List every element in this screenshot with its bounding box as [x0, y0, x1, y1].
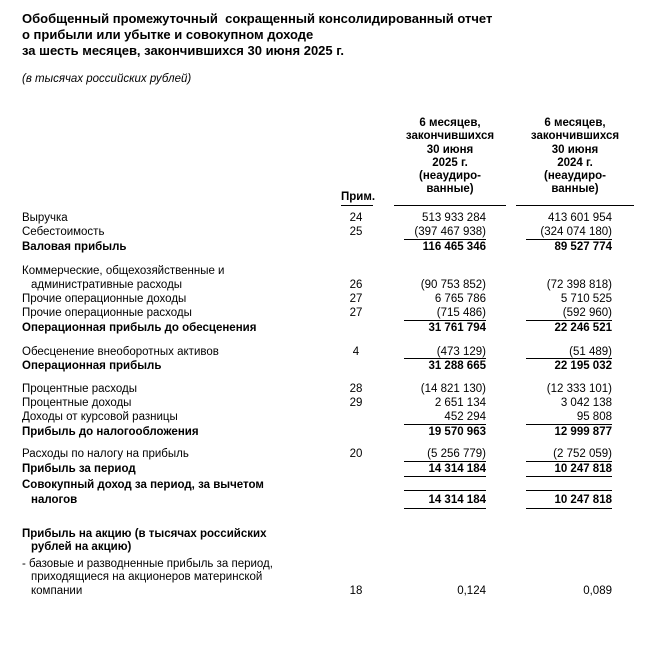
- row-value-2025: 452 294: [444, 411, 486, 423]
- row-value-2024: 95 808: [576, 411, 612, 423]
- rule-impair-2025: [404, 358, 486, 359]
- column-header-2024-line: 30 июня: [551, 143, 599, 156]
- row-label: Доходы от курсовой разницы: [22, 411, 178, 423]
- row-label: Операционная прибыль: [22, 360, 162, 372]
- header-underline-2024: [516, 205, 634, 206]
- rule-cost-2025: [404, 239, 486, 240]
- row-value-2024: 12 999 877: [554, 426, 612, 438]
- row-value-2024: 0,089: [583, 585, 612, 597]
- rule-compinc-top-2024: [526, 490, 612, 491]
- row-note: 18: [349, 585, 363, 597]
- row-value-2025: (90 753 852): [420, 279, 486, 291]
- rule-profit-2024: [526, 476, 612, 477]
- row-label: Процентные доходы: [22, 397, 132, 409]
- row-value-2025: 116 465 346: [422, 241, 486, 253]
- table-row-total: [0, 463, 655, 475]
- row-label: Совокупный доход за период, за вычетом: [22, 479, 264, 491]
- table-row-total: [0, 360, 655, 372]
- row-value-2025: (715 486): [436, 307, 486, 319]
- row-label: Прочие операционные расходы: [22, 307, 192, 319]
- row-note: 20: [349, 448, 363, 460]
- note-column-header: Прим.: [341, 191, 376, 203]
- rule-cost-2024: [526, 239, 612, 240]
- row-label: Прибыль на акцию (в тысячах российских: [22, 528, 267, 540]
- row-label: административные расходы: [31, 279, 183, 291]
- column-header-2024: [516, 117, 634, 197]
- table-row: [0, 293, 655, 305]
- table-row: [0, 411, 655, 423]
- row-value-2024: (2 752 059): [553, 448, 612, 460]
- row-value-2025: 2 651 134: [434, 397, 486, 409]
- row-label: компании: [31, 585, 83, 597]
- column-header-2024-line: (неаудиро-: [544, 170, 606, 183]
- row-label: Коммерческие, общехозяйственные и: [22, 265, 225, 277]
- row-label: приходящиеся на акционеров материнской: [31, 571, 263, 583]
- row-value-2025: 31 288 665: [428, 360, 486, 372]
- row-value-2025: 0,124: [457, 585, 486, 597]
- row-value-2025: 14 314 184: [428, 463, 486, 475]
- table-row: [0, 307, 655, 319]
- row-value-2024: 5 710 525: [560, 293, 612, 305]
- table-row: [0, 448, 655, 460]
- row-note: 27: [349, 307, 363, 319]
- row-value-2024: (12 333 101): [546, 383, 612, 395]
- report-title-line-3: за шесть месяцев, закончившихся 30 июня 2025 г.: [22, 43, 344, 58]
- report-title-line-1: Обобщенный промежуточный сокращенный консолидированный отчет: [22, 11, 493, 26]
- rule-compinc-bottom-2025: [404, 508, 486, 509]
- column-header-2025-line: ванные): [426, 183, 474, 196]
- row-value-2024: (72 398 818): [546, 279, 612, 291]
- rule-fx-2024: [526, 424, 612, 425]
- column-header-2024-line: закончившихся: [530, 130, 620, 143]
- row-value-2025: 31 761 794: [428, 322, 486, 334]
- column-header-2024-line: ванные): [551, 183, 599, 196]
- units-note: (в тысячах российских рублей): [22, 73, 192, 85]
- rule-tax-2025: [404, 461, 486, 462]
- row-value-2025: (397 467 938): [414, 226, 486, 238]
- row-label: Процентные расходы: [22, 383, 138, 395]
- column-header-2025-line: (неаудиро-: [419, 170, 481, 183]
- table-row: [0, 571, 655, 583]
- rule-compinc-top-2025: [404, 490, 486, 491]
- rule-impair-2024: [526, 358, 612, 359]
- table-row: [0, 541, 655, 553]
- rule-fx-2025: [404, 424, 486, 425]
- row-value-2024: (592 960): [562, 307, 612, 319]
- table-row-total: [0, 494, 655, 506]
- row-label: Прочие операционные доходы: [22, 293, 187, 305]
- row-label: Расходы по налогу на прибыль: [22, 448, 189, 460]
- column-header-2025-line: закончившихся: [405, 130, 495, 143]
- row-note: 27: [349, 293, 363, 305]
- row-value-2025: (14 821 130): [420, 383, 486, 395]
- rule-opex-2024: [526, 320, 612, 321]
- row-label: Операционная прибыль до обесценения: [22, 322, 257, 334]
- table-row: [0, 346, 655, 358]
- row-label: Прибыль за период: [22, 463, 136, 475]
- table-row: [0, 585, 655, 597]
- table-row: [0, 383, 655, 395]
- row-value-2025: (5 256 779): [427, 448, 486, 460]
- row-note: 24: [349, 212, 363, 224]
- column-header-2025-line: 2025 г.: [432, 156, 468, 169]
- row-label: Себестоимость: [22, 226, 105, 238]
- row-value-2024: 22 246 521: [554, 322, 612, 334]
- rule-tax-2024: [526, 461, 612, 462]
- header-underline-2025: [394, 205, 506, 206]
- row-value-2024: 10 247 818: [554, 494, 612, 506]
- row-value-2024: 22 195 032: [554, 360, 612, 372]
- table-row-total: [0, 241, 655, 253]
- row-value-2024: 3 042 138: [560, 397, 612, 409]
- row-value-2025: 19 570 963: [428, 426, 486, 438]
- report-title-line-2: о прибыли или убытке и совокупном доходе: [22, 27, 314, 42]
- table-row: [0, 558, 655, 570]
- row-value-2025: 513 933 284: [422, 212, 486, 224]
- row-value-2025: 14 314 184: [428, 494, 486, 506]
- table-row: [0, 226, 655, 238]
- row-note: 28: [349, 383, 363, 395]
- table-row-total: [0, 426, 655, 438]
- row-label: Выручка: [22, 212, 68, 224]
- table-row: [0, 528, 655, 540]
- row-note: 26: [349, 279, 363, 291]
- rule-opex-2025: [404, 320, 486, 321]
- table-row-total: [0, 322, 655, 334]
- row-value-2025: (473 129): [436, 346, 486, 358]
- rule-compinc-bottom-2024: [526, 508, 612, 509]
- row-label: Обесценение внеоборотных активов: [22, 346, 219, 358]
- row-label: рублей на акцию): [31, 541, 132, 553]
- table-row: [0, 279, 655, 291]
- row-label: Валовая прибыль: [22, 241, 127, 253]
- column-header-2025-line: 6 месяцев,: [419, 117, 481, 129]
- table-row: [0, 212, 655, 224]
- column-header-2025: [394, 117, 506, 197]
- row-note: 29: [349, 397, 363, 409]
- header-underline-note: [341, 205, 373, 206]
- column-header-2025-line: 30 июня: [426, 143, 474, 156]
- rule-profit-2025: [404, 476, 486, 477]
- report-title: [22, 11, 622, 59]
- row-label: - базовые и разводненные прибыль за период,: [22, 558, 273, 570]
- column-header-2024-line: 6 месяцев,: [544, 117, 606, 129]
- row-value-2024: 413 601 954: [548, 212, 612, 224]
- row-value-2024: 89 527 774: [554, 241, 612, 253]
- table-row: [0, 397, 655, 409]
- row-label: налогов: [31, 494, 78, 506]
- row-label: Прибыль до налогообложения: [22, 426, 199, 438]
- row-note: 4: [352, 346, 360, 358]
- row-value-2024: (51 489): [569, 346, 612, 358]
- row-value-2025: 6 765 786: [434, 293, 486, 305]
- row-note: 25: [349, 226, 363, 238]
- row-value-2024: (324 074 180): [540, 226, 612, 238]
- table-row: [0, 265, 655, 277]
- row-value-2024: 10 247 818: [554, 463, 612, 475]
- column-header-2024-line: 2024 г.: [557, 156, 593, 169]
